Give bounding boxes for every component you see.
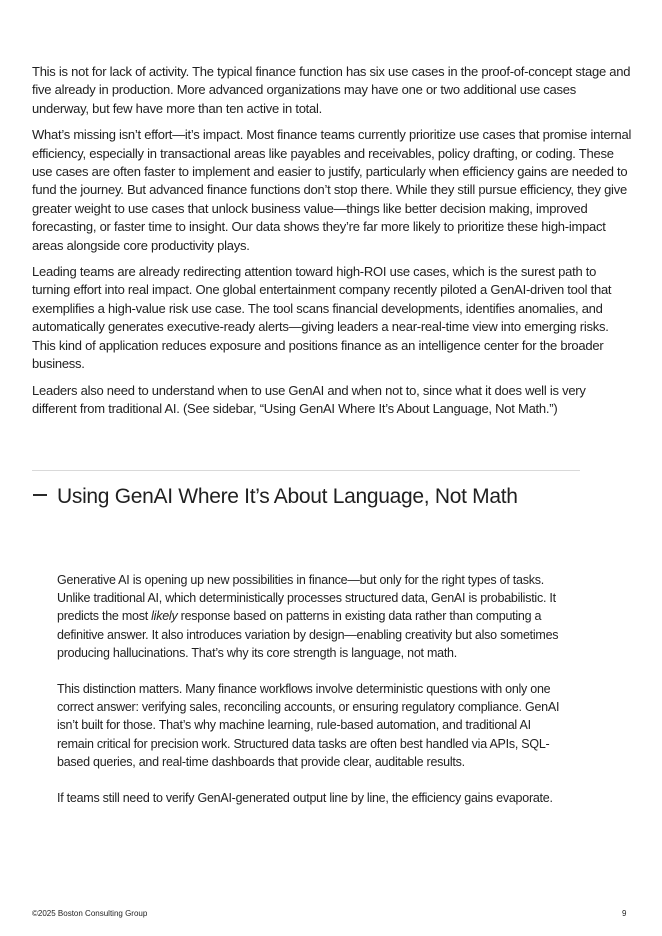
- sidebar-header: [33, 483, 553, 510]
- section-divider: [32, 470, 580, 471]
- body-paragraph-4: Leaders also need to understand when to use GenAI and when not to, since what it does well is very different from traditional AI. (See sidebar, “Using GenAI Where It’s About Language, Not Math.”): [32, 382, 586, 416]
- sidebar-paragraph-1-end: response based on patterns in existing data rather than computing a definitive answer. It also introduces variation by design—enabling creativity but also sometimes producing hallucinations. That’s why its core strength is language, not math.: [57, 609, 559, 660]
- sidebar-paragraph-1: [57, 571, 567, 662]
- sidebar-paragraph-3: If teams still need to verify GenAI-generated output line by line, the efficiency gains evaporate.: [57, 791, 553, 806]
- title-dash-icon: [33, 494, 47, 496]
- sidebar-emphasis: likely: [151, 609, 178, 624]
- body-paragraph-3: Leading teams are already redirecting attention toward high-ROI use cases, which is the surest path to turning effort into real impact. One global entertainment company recently piloted a GenAI-driven tool that exemplifies a high-value risk use case. The tool scans financial developments, identifies anomalies, and automatically generates executive-ready alerts—giving leaders a near-real-time view into emerging risks. This kind of application reduces exposure and positions finance as an intelligence center for the broader business.: [32, 264, 612, 372]
- body-paragraph-1: This is not for lack of activity. The typical finance function has six use cases in the proof-of-concept stage and five already in production. More advanced organizations may have one or two additional use cases underway, but few have more than ten active in total.: [32, 64, 631, 116]
- sidebar-paragraph-2: This distinction matters. Many finance workflows involve deterministic questions with only one correct answer: verifying sales, reconciling accounts, or ensuring regulatory compliance. GenAI isn’t built for those. That’s why machine learning, rule-based automation, and traditional AI remain critical for precision work. Structured data tasks are often best handled via APIs, SQL-based queries, and real-time dashboards that provide clear, auditable results.: [57, 682, 560, 769]
- article-body: [32, 63, 632, 426]
- sidebar-paragraph-1-start: Generative AI is opening up new possibilities in finance—but only for the right types of tasks. Unlike traditional AI, which deterministically processes structured data, GenAI is probabilistic. It predicts the most: [57, 573, 556, 624]
- sidebar-title: Using GenAI Where It’s About Language, Not Math: [57, 485, 518, 508]
- body-paragraph-2: What’s missing isn’t effort—it’s impact. Most finance teams currently prioritize use cases that promise internal efficiency, especially in transactional areas like payables and receivables, policy drafting, or coding. These use cases are often faster to implement and easier to justify, particularly when efficiency gains are needed to fund the journey. But advanced finance functions don’t stop there. While they still pursue efficiency, they give greater weight to use cases that unlock business value—things like better decision making, improved forecasting, or faster time to insight. Our data shows they’re far more likely to prioritize these high-impact areas alongside core productivity plays.: [32, 127, 632, 253]
- sidebar-body: [57, 571, 567, 825]
- page-number: 9: [622, 909, 627, 918]
- footer-copyright: ©2025 Boston Consulting Group: [32, 909, 148, 918]
